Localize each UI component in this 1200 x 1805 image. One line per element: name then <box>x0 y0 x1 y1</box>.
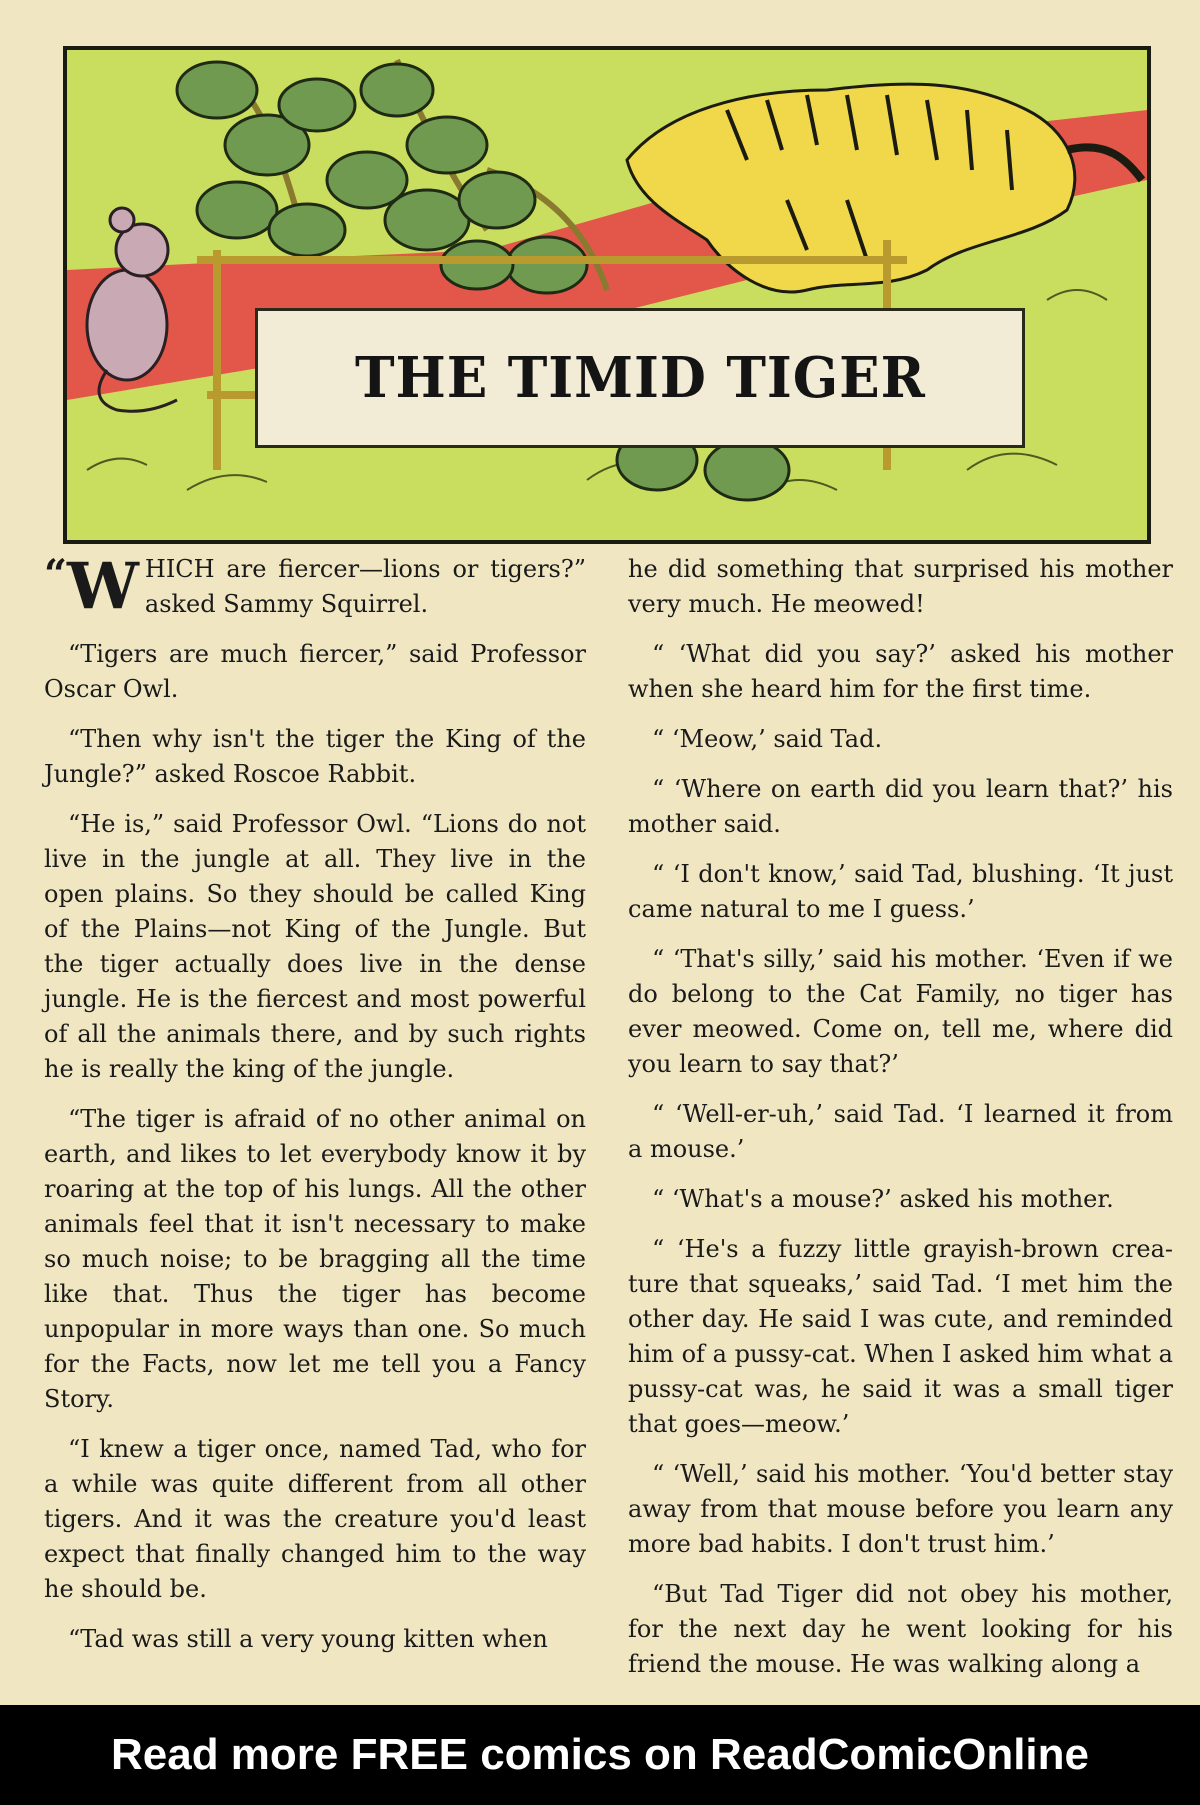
paragraph: “ ‘Well-er-uh,’ said Tad. ‘I learned it from a mouse.’ <box>628 1100 1173 1163</box>
paragraph: “Tigers are much fiercer,” said Professor Oscar Owl. <box>44 640 586 703</box>
right-text-column <box>628 552 1173 1697</box>
paragraph: “ ‘That's silly,’ said his mother. ‘Even if we do belong to the Cat Family, no tiger has ever meowed. Come on, tell me, where did you learn to say that?’ <box>628 945 1173 1078</box>
paragraph: “The tiger is afraid of no other animal on earth, and likes to let everybody know it by roaring at the top of his lungs. All the other animals feel that it isn't necessary to make so much noise; to be bragging all the time like that. Thus the tiger has become unpopular in more ways than one. So much for the Facts, now let me tell you a Fancy Story. <box>44 1105 586 1413</box>
jungle-scene-illustration <box>67 50 1147 540</box>
paragraph: “Then why isn't the tiger the King of the Jungle?” asked Roscoe Rabbit. <box>44 725 586 788</box>
promo-footer-banner[interactable] <box>0 1705 1200 1805</box>
title-board <box>255 308 1025 448</box>
paragraph: “Tad was still a very young kitten when <box>68 1625 548 1653</box>
paragraph: “ ‘He's a fuzzy little grayish-brown creature that squeaks,’ said Tad. ‘I met him the other day. He said I was cute, and reminded him of a pussy-cat. When I asked him what a pussy-cat was, he said it was a small tiger that goes—meow.’ <box>628 1235 1173 1438</box>
paragraph: he did something that surprised his mother very much. He meowed! <box>628 555 1173 618</box>
paragraph: “I knew a tiger once, named Tad, who for a while was quite different from all other tigers. And it was the creature you'd least expect that finally changed him to the way he should be. <box>44 1435 586 1603</box>
paragraph: “ ‘Where on earth did you learn that?’ his mother said. <box>628 775 1173 838</box>
paragraph: “ ‘Well,’ said his mother. ‘You'd better stay away from that mouse before you learn any more bad habits. I don't trust him.’ <box>628 1460 1173 1558</box>
paragraph: “ ‘What's a mouse?’ asked his mother. <box>652 1185 1114 1213</box>
paragraph: “But Tad Tiger did not obey his mother, for the next day he went looking for his friend the mouse. He was walking along a <box>628 1580 1173 1678</box>
title-illustration <box>63 46 1151 544</box>
promo-footer-text[interactable]: Read more FREE comics on ReadComicOnline <box>110 1730 1089 1779</box>
story-title: THE TIMID TIGER <box>354 345 926 411</box>
drop-cap: “W <box>44 549 139 624</box>
paragraph: “ ‘Meow,’ said Tad. <box>652 725 883 753</box>
opening-paragraph: “W HICH are fiercer—lions or tigers?” asked Sammy Squirrel. <box>44 549 586 624</box>
paragraph: “He is,” said Professor Owl. “Lions do not live in the jungle at all. They live in the open plains. So they should be called King of the Plains—not King of the Jungle. But the tiger actually does live in the dense jungle. He is the fiercest and most powerful of all the animals there, and by such rights he is really the king of the jungle. <box>44 810 586 1083</box>
paragraph: “ ‘I don't know,’ said Tad, blushing. ‘It just came natural to me I guess.’ <box>628 860 1173 923</box>
paragraph: “ ‘What did you say?’ asked his mother when she heard him for the first time. <box>628 640 1173 703</box>
left-text-column <box>44 549 586 1672</box>
